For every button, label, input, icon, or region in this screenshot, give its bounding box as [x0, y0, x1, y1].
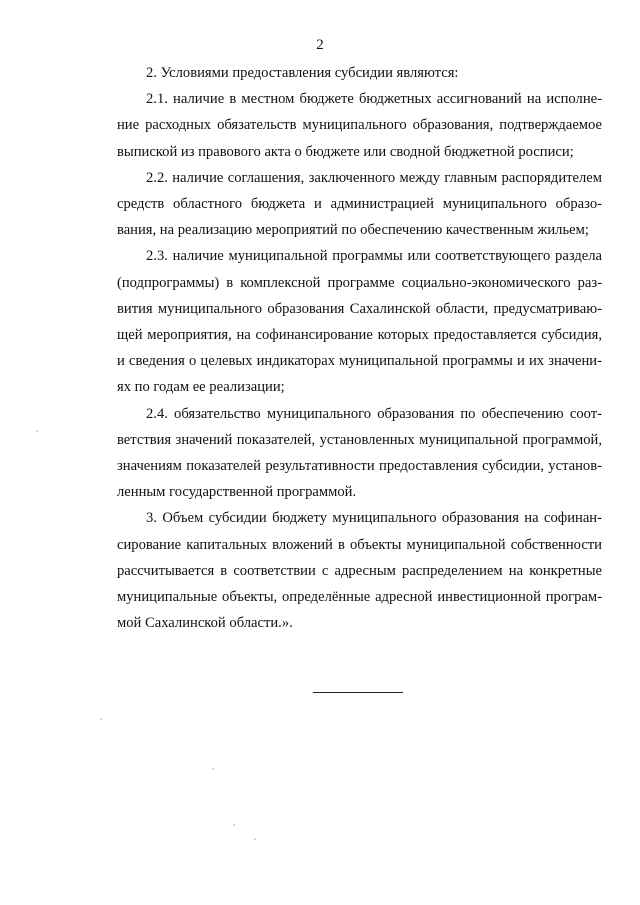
end-of-text-divider — [313, 692, 403, 693]
scan-speck — [233, 824, 235, 826]
scan-speck — [100, 718, 102, 720]
paragraph-subsidy-volume-3: 3. Объем субсидии бюджету муниципального образования на софинансирование капитальных вложений в объекты муниципальной собственности рассчитывается в соответствии с адресным распределением на конкретные муниципальные объекты, определённые адресной инвестиционной программой Сахалинской области.». — [117, 510, 602, 632]
scan-speck — [36, 430, 38, 432]
scan-speck — [212, 768, 214, 770]
paragraph-subsidy-conditions-heading: 2. Условиями предоставления субсидии являются: — [146, 65, 459, 81]
page-number: 2 — [316, 37, 324, 53]
scan-speck — [254, 838, 256, 840]
document-body — [117, 60, 602, 636]
paragraph-condition-2-2: 2.2. наличие соглашения, заключенного между главным распорядителем средств областного бюджета и администрацией муниципального образования, на реализацию мероприятий по обеспечению качественным жильем; — [117, 169, 602, 239]
paragraph-condition-2-1: 2.1. наличие в местном бюджете бюджетных ассигнований на исполнение расходных обязательств муниципального образования, подтверждаемое выпиской из правового акта о бюджете или сводной бюджетной росписи; — [117, 91, 602, 160]
paragraph-condition-2-3: 2.3. наличие муниципальной программы или соответствующего раздела (подпрограммы) в комплексной программе социально-экономического развития муниципального образования Сахалинской области, предусматривающей мероприятия, на софинансирование которых предоставляется субсидия, и сведения о целевых индикаторах муниципальной программы и их значениях по годам ее реализации; — [117, 248, 602, 396]
paragraph-condition-2-4: 2.4. обязательство муниципального образования по обеспечению соответствия значений показателей, установленных муниципальной программой, значениям показателей результативности предоставления субсидии, установленным государственной программой. — [117, 405, 602, 501]
